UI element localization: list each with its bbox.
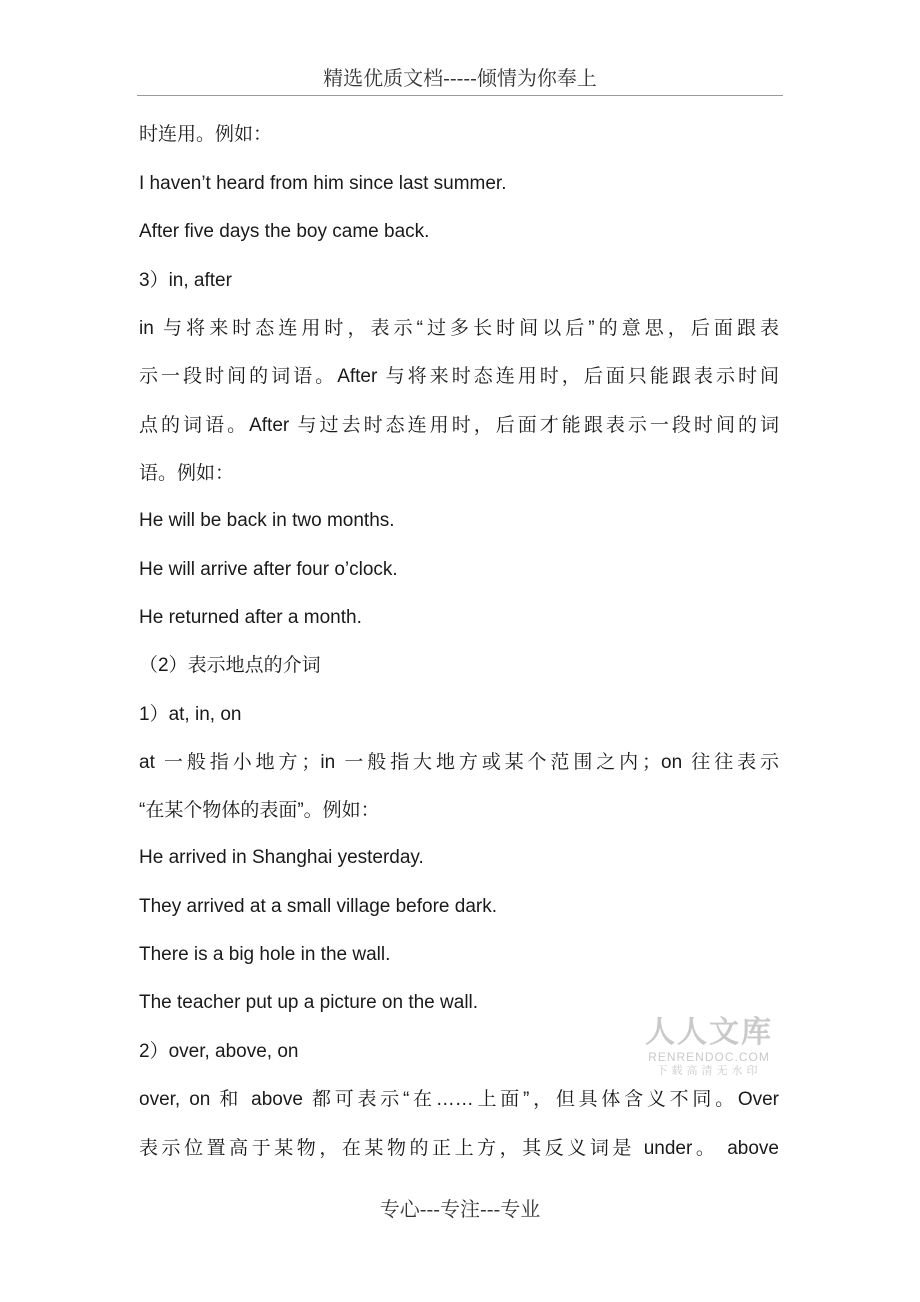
text-line: 示一段时间的词语。After 与将来时态连用时，后面只能跟表示时间	[139, 366, 779, 387]
text-line: “在某个物体的表面”。例如：	[139, 800, 380, 821]
watermark-logo: 人人文库	[645, 1015, 773, 1050]
watermark-tagline: 下载高清无水印	[656, 1065, 762, 1077]
text-line: There is a big hole in the wall.	[139, 944, 391, 965]
text-line: over, on 和 above 都可表示“在……上面”，但具体含义不同。Over	[139, 1089, 779, 1110]
text-line: I haven’t heard from him since last summer.	[139, 173, 507, 194]
text-line: He returned after a month.	[139, 607, 362, 628]
text-line: 3）in, after	[139, 270, 232, 291]
text-line: in 与将来时态连用时，表示“过多长时间以后”的意思，后面跟表	[139, 318, 779, 339]
page-header: 精选优质文档-----倾情为你奉上	[323, 66, 597, 90]
text-line: 2）over, above, on	[139, 1041, 299, 1062]
text-line: 1）at, in, on	[139, 704, 242, 725]
page-footer: 专心---专注---专业	[379, 1197, 541, 1221]
text-line: He will be back in two months.	[139, 510, 395, 531]
text-line: 时连用。例如：	[139, 124, 273, 145]
text-line: 表示位置高于某物，在某物的正上方，其反义词是 under。 above	[139, 1138, 779, 1159]
header-divider	[137, 95, 783, 96]
watermark-url: RENRENDOC.COM	[648, 1050, 770, 1064]
text-line: at 一般指小地方；in 一般指大地方或某个范围之内；on 往往表示	[139, 752, 779, 773]
text-line: He arrived in Shanghai yesterday.	[139, 847, 424, 868]
section-heading: （2）表示地点的介词	[139, 655, 321, 676]
text-line: The teacher put up a picture on the wall.	[139, 992, 479, 1013]
text-line: After five days the boy came back.	[139, 221, 430, 242]
text-line: He will arrive after four o’clock.	[139, 559, 398, 580]
text-line: 点的词语。After 与过去时态连用时，后面才能跟表示一段时间的词	[139, 415, 779, 436]
watermark	[645, 1016, 773, 1078]
text-line: 语。例如：	[139, 463, 235, 484]
text-line: They arrived at a small village before dark.	[139, 896, 497, 917]
